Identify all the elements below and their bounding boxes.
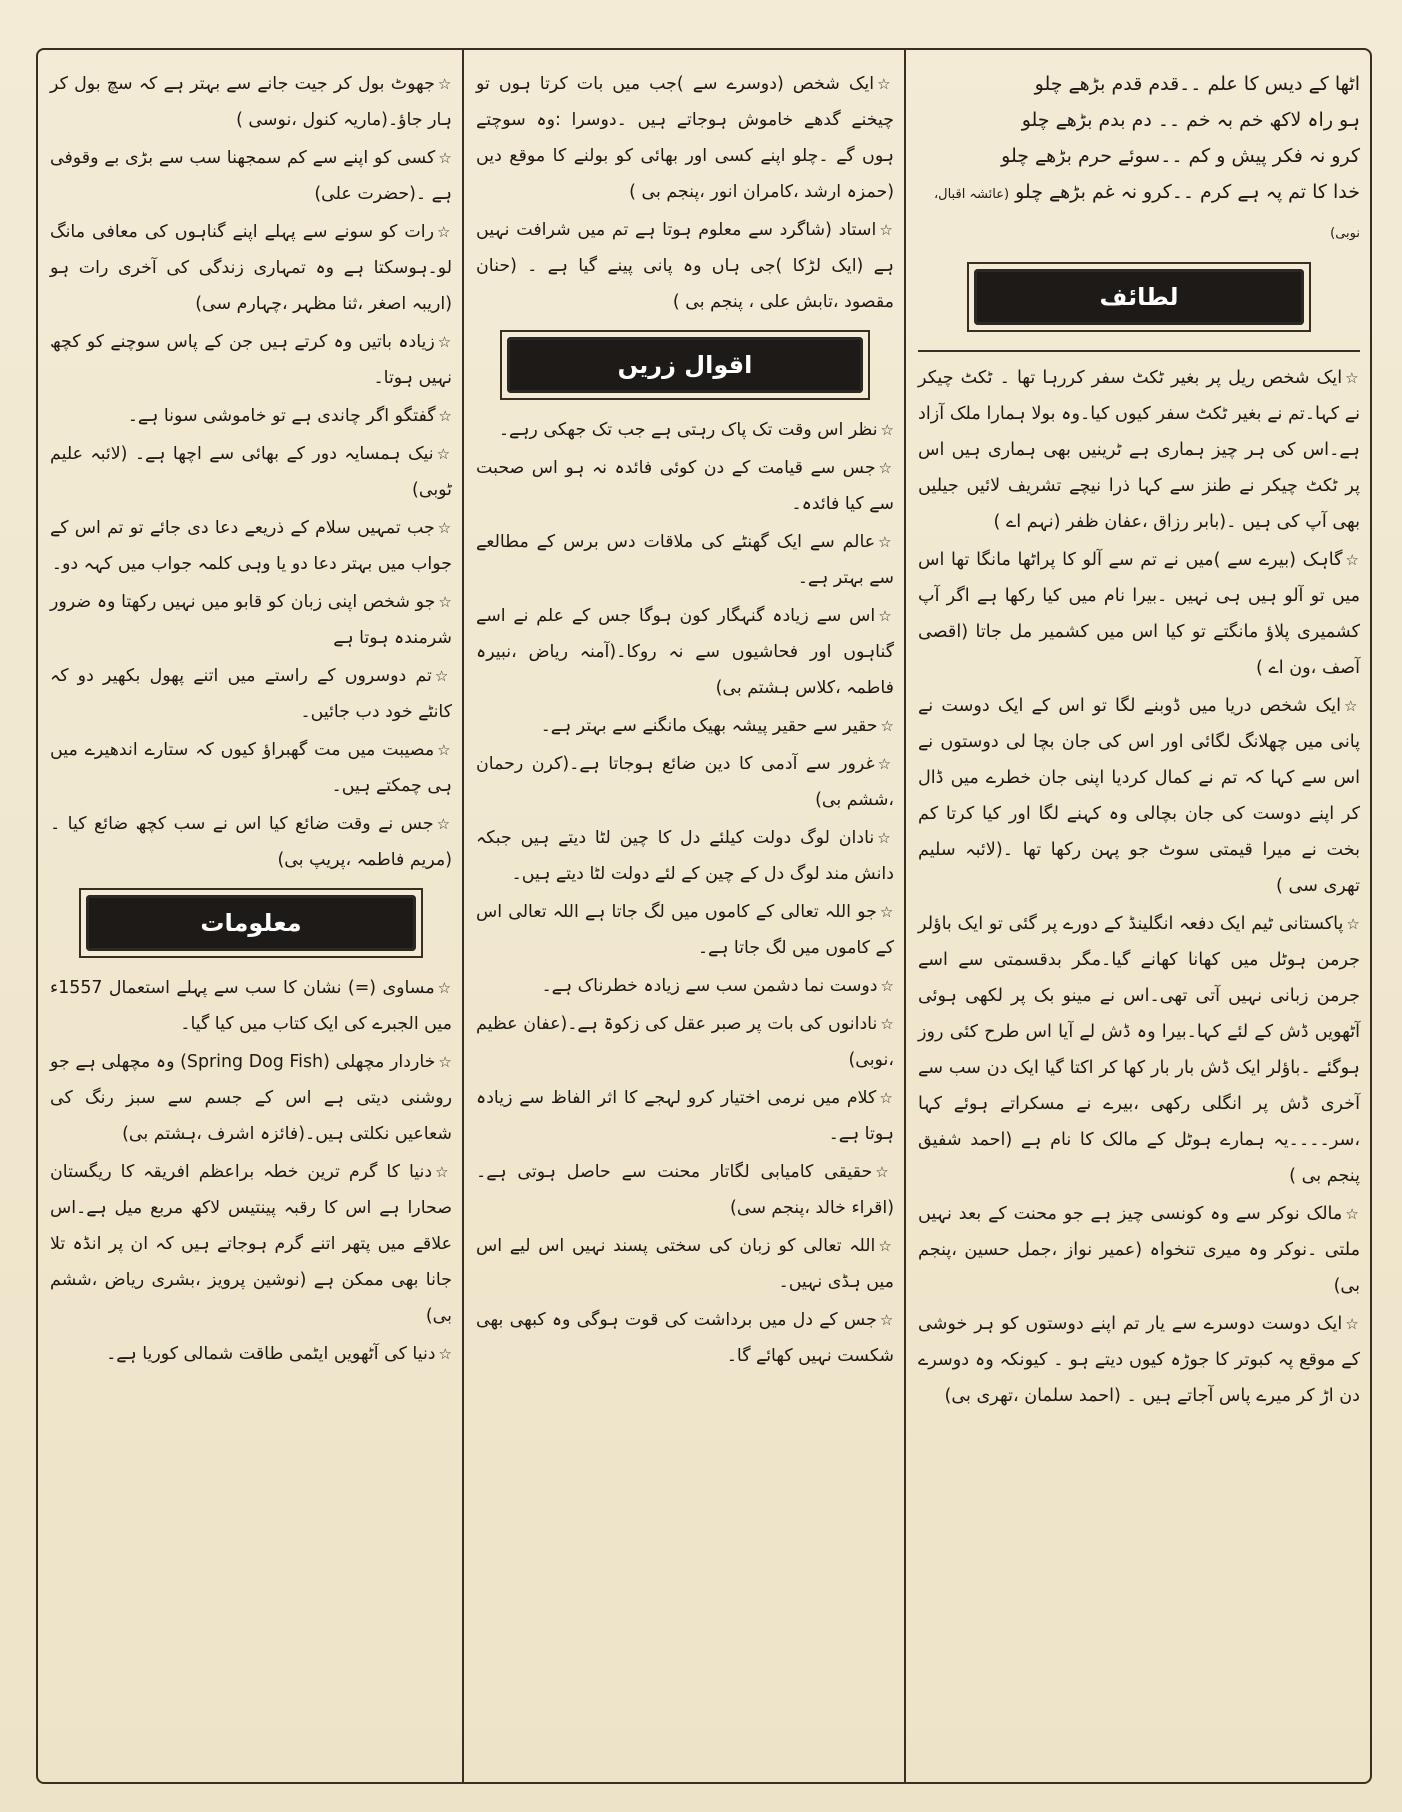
saying-item: ☆رات کو سونے سے پہلے اپنے گناہوں کی معافی مانگ لو۔ہوسکتا ہے وہ تمہاری زندگی کی آخری رات ہو (اریبہ اصغر ،ثنا مظہر ،چہارم سی) [50,222,452,314]
star-icon: ☆ [438,1053,452,1071]
joke-item: ☆استاد (شاگرد سے معلوم ہوتا ہے تم میں شرافت نہیں ہے (ایک لڑکا )جی ہاں وہ پانی پینے گیا ہے ۔ (حنان مقصود ،تابش علی ، پنجم بی ) [476,220,894,312]
saying-item: ☆جو شخص اپنی زبان کو قابو میں نہیں رکھتا وہ ضرور شرمندہ ہوتا ہے [50,592,452,648]
star-icon: ☆ [1345,369,1360,387]
quote-item: ☆حقیر سے حقیر پیشہ بھیک مانگنے سے بہتر ہے۔ [540,716,894,736]
saying-item: ☆تم دوسروں کے راستے میں اتنے پھول بکھیر دو کہ کانٹے خود دب جائیں۔ [50,666,452,722]
star-icon: ☆ [880,977,894,995]
section-banner-jokes: لطائف [974,269,1304,325]
poem-block [918,66,1360,352]
star-icon: ☆ [880,1015,894,1033]
quote-item: ☆نادانوں کی بات پر صبر عقل کی زکوۃ ہے۔(عفان عظیم ،نوبی) [476,1014,894,1070]
star-icon: ☆ [1345,1315,1360,1333]
star-icon: ☆ [879,221,894,239]
joke-item: ☆گاہک (بیرے سے )میں نے تم سے آلو کا پراٹھا مانگا تھا اس میں تو آلو ہیں ہی نہیں ۔بیرا نام میں کیا رکھا ہے اگر آپ کشمیری پلاؤ مانگتے تو کیا اس میں کشمیر مل جاتا (اقصی آصف ،ون اے ) [918,550,1360,678]
quote-item: ☆نظر اس وقت تک پاک رہتی ہے جب تک جھکی رہے۔ [498,420,894,440]
section-banner-quotes: اقوال زریں [507,337,863,393]
star-icon: ☆ [878,533,894,551]
quote-item: ☆جس سے قیامت کے دن کوئی فائدہ نہ ہو اس صحبت سے کیا فائدہ۔ [476,458,895,514]
star-icon: ☆ [1345,551,1360,569]
info-item: ☆خاردار مچھلی (Spring Dog Fish) وہ مچھلی ہے جو روشنی دیتی ہے اس کے جسم سے سبز رنگ کی شعاعیں نکلتی ہیں۔(فائزہ اشرف ،ہشتم بی) [50,1052,452,1144]
saying-item: ☆جھوٹ بول کر جیت جانے سے بہتر ہے کہ سچ بول کر ہار جاؤ۔(ماریہ کنول ،نوسی ) [50,74,452,130]
saying-item: ☆زیادہ باتیں وہ کرتے ہیں جن کے پاس سوچنے کو کچھ نہیں ہوتا۔ [50,332,452,388]
saying-item: ☆جس نے وقت ضائع کیا اس نے سب کچھ ضائع کیا ۔(مریم فاطمہ ،پریپ بی) [50,814,452,870]
quote-item: ☆جس کے دل میں برداشت کی قوت ہوگی وہ کبھی بھی شکست نہیں کھائے گا۔ [476,1310,894,1366]
joke-item: ☆مالک نوکر سے وہ کونسی چیز ہے جو محنت کے بعد نہیں ملتی ۔نوکر وہ میری تنخواہ (عمیر نواز ،جمل حسین ،پنجم بی) [918,1204,1360,1296]
column-middle [462,50,904,1782]
star-icon: ☆ [879,1089,894,1107]
joke-item: ☆ایک دوست دوسرے سے یار تم اپنے دوستوں کو ہر خوشی کے موقع پہ کبوتر کا جوڑہ کیوں دیتے ہو ۔ کیونکہ وہ دوسرے دن اڑ کر میرے پاس آجاتے ہیں ۔ (احمد سلمان ،تھری بی) [918,1314,1360,1406]
section-banner-frame [500,330,870,400]
saying-item: ☆کسی کو اپنے سے کم سمجھنا سب سے بڑی بے وقوفی ہے ۔(حضرت علی) [50,148,452,204]
saying-item: ☆گفتگو اگر چاندی ہے تو خاموشی سونا ہے۔ [127,406,452,426]
star-icon: ☆ [437,223,452,241]
star-icon: ☆ [878,1237,894,1255]
quote-item: ☆اللہ تعالی کو زبان کی سختی پسند نہیں اس لیے اس میں ہڈی نہیں۔ [476,1236,894,1292]
quote-item: ☆اس سے زیادہ گنہگار کون ہوگا جس کے علم نے اسے گناہوں اور فحاشیوں سے نہ روکا۔(آمنہ ریاض ،نبیرہ فاطمہ ،کلاس ہشتم بی) [476,606,894,698]
star-icon: ☆ [437,979,452,997]
saying-item: ☆مصیبت میں مت گھبراؤ کیوں کہ ستارے اندھیرے میں ہی چمکتے ہیں۔ [50,740,452,796]
star-icon: ☆ [438,407,452,425]
star-icon: ☆ [438,593,452,611]
star-icon: ☆ [880,717,894,735]
section-banner-frame [79,888,423,958]
quote-item: ☆غرور سے آدمی کا دین ضائع ہوجاتا ہے۔(کرن رحمان ،ششم بی) [476,754,894,810]
star-icon: ☆ [877,829,894,847]
star-icon: ☆ [1346,915,1360,933]
quote-item: ☆نادان لوگ دولت کیلئے دل کا چین لٹا دیتے ہیں جبکہ دانش مند لوگ دل کے چین کے لئے دولت لٹا دیتے ہیں۔ [476,828,894,884]
star-icon: ☆ [434,667,452,685]
joke-item: ☆پاکستانی ٹیم ایک دفعہ انگلینڈ کے دورے پر گئی تو ایک باؤلر جرمن ہوٹل میں کھانا کھانے گیا۔مگر بدقسمتی سے اسے جرمن زبانی نہیں آتی تھی۔اس نے مینو بک پر لکھی ہوئی آٹھویں ڈش کے لئے کہا۔بیرا وہ ڈش لے آیا اس طرح کئی روز ہوگئے ۔باؤلر ایک ڈش بار بار کھا کر اکتا گیا ایک دن سب سے آخری ڈش پر انگلی رکھی ،بیرے نے مسکراتے ہوئے کہا ،سر۔۔۔۔یہ ہمارے ہوٹل کے مالک کا نام ہے (احمد شفیق پنجم بی ) [918,914,1360,1186]
star-icon: ☆ [437,741,452,759]
star-icon: ☆ [880,421,894,439]
poem-line [918,174,1360,252]
saying-item: ☆نیک ہمسایہ دور کے بھائی سے اچھا ہے۔ (لائبہ علیم ٹوبی) [50,444,452,500]
info-item: ☆مساوی (=) نشان کا سب سے پہلے استعمال 1557ء میں الجبرے کی ایک کتاب میں کیا گیا۔ [50,978,452,1034]
star-icon: ☆ [437,333,452,351]
quote-item: ☆کلام میں نرمی اختیار کرو لہجے کا اثر الفاظ سے زیادہ ہوتا ہے۔ [476,1088,894,1144]
poem-line: اٹھا کے دیس کا علم ۔۔قدم قدم بڑھے چلو [1034,73,1360,95]
star-icon: ☆ [438,149,452,167]
quote-item: ☆حقیقی کامیابی لگاتار محنت سے حاصل ہوتی ہے۔ (اقراء خالد ،پنجم سی) [476,1162,894,1218]
star-icon: ☆ [875,1163,894,1181]
star-icon: ☆ [877,75,894,93]
star-icon: ☆ [879,903,894,921]
poem-line: کرو نہ فکر پیش و کم ۔۔سوئے حرم بڑھے چلو [1001,145,1360,167]
star-icon: ☆ [437,519,452,537]
poem-line: ہو راہ لاکھ خم بہ خم ۔۔ دم بدم بڑھے چلو [1021,109,1360,131]
poem-line-text: خدا کا تم پہ ہے کرم ۔۔کرو نہ غم بڑھے چلو [1015,181,1360,203]
quote-item: ☆عالم سے ایک گھنٹے کی ملاقات دس برس کے مطالعے سے بہتر ہے۔ [476,532,894,588]
quote-item: ☆دوست نما دشمن سب سے زیادہ خطرناک ہے۔ [541,976,894,996]
star-icon: ☆ [437,75,452,93]
info-item: ☆دنیا کا گرم ترین خطہ براعظم افریقہ کا ریگستان صحارا ہے اس کا رقبہ پینتیس لاکھ مربع میل ہے۔اس علاقے میں پتھر اتنے گرم ہوجاتے ہیں کہ ان پر انڈہ تلا جانا بھی ممکن ہے (نوشین پرویز ،بشری ریاض ،ششم بی) [50,1162,452,1326]
star-icon: ☆ [436,815,452,833]
star-icon: ☆ [877,755,894,773]
star-icon: ☆ [878,459,895,477]
star-icon: ☆ [438,1345,452,1363]
star-icon: ☆ [435,1163,452,1181]
column-left [38,50,462,1782]
quote-item: ☆جو اللہ تعالی کے کاموں میں لگ جاتا ہے اللہ تعالی اس کے کاموں میں لگ جاتا ہے۔ [476,902,894,958]
star-icon: ☆ [436,445,452,463]
section-banner-info: معلومات [86,895,416,951]
star-icon: ☆ [1343,697,1360,715]
star-icon: ☆ [879,1311,894,1329]
star-icon: ☆ [878,607,894,625]
joke-item: ☆ایک شخص ریل پر بغیر ٹکٹ سفر کررہا تھا ۔ ٹکٹ چیکر نے کہا۔تم نے بغیر ٹکٹ سفر کیوں کیا۔وہ بولا ہمارا ملک آزاد ہے۔اس کی ہر چیز ہماری ہے ٹرینیں بھی ہماری ہیں اس پر ٹکٹ چیکر نے طنز سے کہا ذرا نیچے تشریف لائیں جیلیں بھی آپ کی ہیں ۔(بابر رزاق ،عفان ظفر (نہم اے ) [918,368,1360,532]
column-right [904,50,1370,1782]
star-icon: ☆ [1345,1205,1360,1223]
saying-item: ☆جب تمہیں سلام کے ذریعے دعا دی جائے تو تم اس کے جواب میں بہتر دعا دو یا وہی کلمہ جواب میں کہہ دو۔ [50,518,452,574]
info-item: ☆دنیا کی آٹھویں ایٹمی طاقت شمالی کوریا ہے۔ [106,1344,452,1364]
joke-item: ☆ایک شخص (دوسرے سے )جب میں بات کرتا ہوں تو چیخنے گدھے خاموش ہوجاتے ہیں ۔دوسرا :وہ سوچتے ہوں گے ۔چلو اپنے کسی اور بھائی کو بولنے کا موقع دیں (حمزہ ارشد ،کامران انور ،پنجم بی ) [476,74,894,202]
page-frame [36,48,1372,1784]
poem-credit: (عائشہ اقبال، نوبی) [933,187,1360,241]
section-banner-frame [967,262,1311,332]
joke-item: ☆ایک شخص دریا میں ڈوبنے لگا تو اس کے ایک دوست نے پانی میں چھلانگ لگائی اور اس کی جان بچا لی دوستوں نے اس سے کہا کہ تم نے کمال کردیا اپنی جان خطرے میں ڈال کر اپنے دوست کی جان بچالی وہ کہنے لگا اور کیا کرتا کم بخت نے میرا قیمتی سوٹ جو پہن رکھا تھا ۔(لائبہ سلیم تھری سی ) [918,696,1360,896]
